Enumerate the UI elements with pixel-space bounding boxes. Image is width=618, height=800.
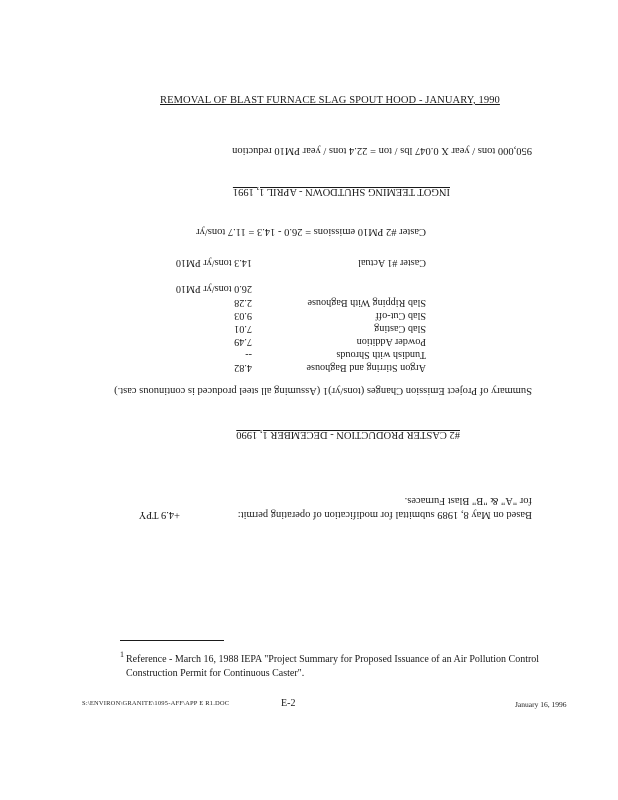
footnote-text: Reference - March 16, 1988 IEPA "Project Summary for Proposed Issuance of an Air Pollution Control Construction Permit for Continuous Caster". <box>126 654 540 679</box>
footnote-marker: 1 <box>120 650 124 659</box>
furnace-note: for "A" & "B" Blast Furnaces. <box>404 495 532 506</box>
rotated-content-block <box>82 140 532 520</box>
permit-value: +4.9 TPY <box>138 509 180 520</box>
page-title: REMOVAL OF BLAST FURNACE SLAG SPOUT HOOD - JANUARY, 1990 <box>160 95 500 106</box>
permit-line: Based on May 8, 1989 submittal for modification of operating permit: <box>237 509 532 520</box>
caster-emissions-line: Caster #2 PM10 emissions = 26.0 - 14.3 = 11.7 tons/yr <box>196 226 426 237</box>
item-value: 7.49 <box>234 336 252 347</box>
footer-page-number: E-2 <box>281 698 296 709</box>
item-label: Tundish with Shrouds <box>336 349 426 360</box>
item-value: 4.82 <box>234 362 252 373</box>
slag-calculation-line: 950,000 tons / year X 0.047 lbs / ton = 22.4 tons / year PM10 reduction <box>232 145 532 156</box>
total-value: 26.0 tons/yr PM10 <box>175 283 252 294</box>
item-value: 9.03 <box>234 310 252 321</box>
item-label: Powder Addition <box>356 336 426 347</box>
item-label: Slab Ripping With Baghouse <box>307 297 426 308</box>
ingot-teeming-heading: INGOT TEEMING SHUTDOWN - APRIL 1, 1991 <box>232 186 450 197</box>
caster-production-heading: #2 CASTER PRODUCTION - DECEMBER 1, 1990 <box>236 429 460 440</box>
item-label: Slab Cut-off <box>375 310 426 321</box>
item-value: -- <box>245 349 252 360</box>
caster-actual-label: Caster #1 Actual <box>358 257 426 268</box>
item-value: 7.01 <box>234 323 252 334</box>
caster-actual-value: 14.3 tons/yr PM10 <box>175 257 252 268</box>
summary-line: Summary of Project Emission Changes (tons/yr)1 (Assuming all steel produced is continuous cast.) <box>114 385 532 396</box>
footer-file-path: S:\ENVIRON\GRANITE\1095-AFF\APP E R1.DOC <box>82 700 230 707</box>
item-label: Argon Stirring and Baghouse <box>306 362 426 373</box>
item-value: 2.28 <box>234 297 252 308</box>
footer-date: January 16, 1996 <box>515 700 567 709</box>
item-label: Slab Casting <box>374 323 426 334</box>
footnote-rule <box>120 640 224 641</box>
